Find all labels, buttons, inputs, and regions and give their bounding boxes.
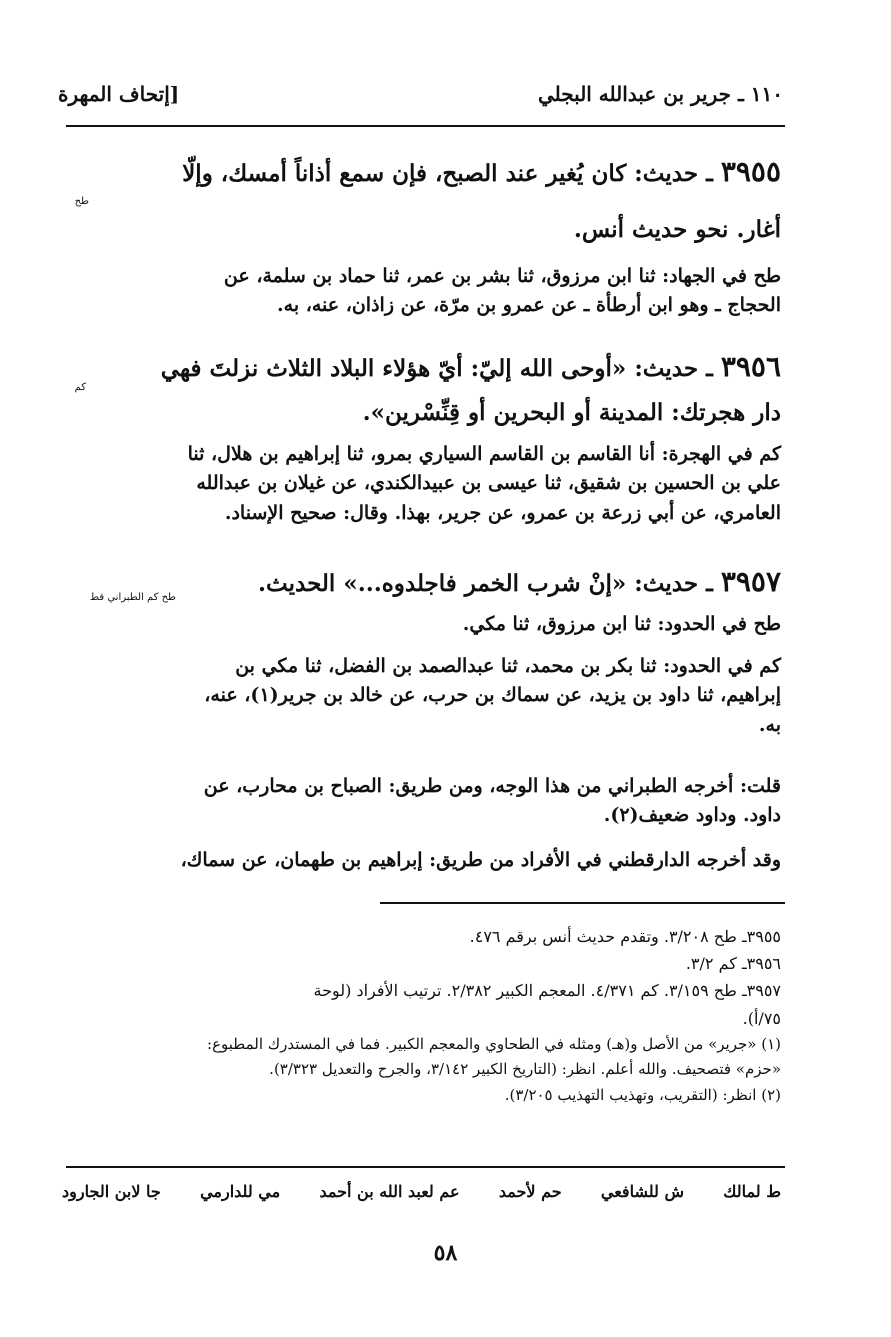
page-number: ٥٨ [433,1240,458,1266]
hadith-title-line: ـ حديث: «إنْ شرب الخمر فاجلدوه...» الحديث. [258,570,713,597]
hadith-number: ٣٩٥٧ [720,565,781,598]
hadith-title-line: ـ حديث: «أوحى الله إليّ: أيّ هؤلاء البلاد الثلاث نزلتَ فهي [160,355,713,382]
running-head-book: [إتحاف المهرة [58,82,180,106]
hadith-entry-3955 [61,150,781,193]
footnotes [81,923,781,1108]
running-head-chapter: ١١٠ ـ جرير بن عبدالله البجلي [537,82,783,106]
hadith-title-line-2: أغار. نحو حديث أنس. [573,216,781,243]
footnote-line: ٧٥/أ). [742,1008,781,1028]
text-line: كم في الحدود: ثنا بكر بن محمد، ثنا عبدالصمد بن الفضل، ثنا مكي بن [235,655,781,677]
isnad-paragraph [61,440,781,528]
text-line: علي بن الحسين بن شقيق، ثنا عيسى بن عبيدالكندي، عن غيلان بن عبدالله [196,472,781,495]
source-siglum: طح [74,196,89,207]
hadith-number: ٣٩٥٥ [720,155,781,188]
text-line: قلت: أخرجه الطبراني من هذا الوجه، ومن طريق: الصباح بن محارب، عن [203,775,781,797]
text-line: الحجاج ـ وهو ابن أرطأة ـ عن عمرو بن مرّة، عن زاذان، عنه، به. [277,294,781,317]
source-siglum: طح كم الطبراني قط [89,592,176,603]
isnad-paragraph [61,652,781,740]
isnad-paragraph [61,262,781,321]
footnote-line: ٣٩٥٦ـ كم ٣/٢. [685,954,781,974]
text-line: طح في الحدود: ثنا ابن مرزوق، ثنا مكي. [462,613,781,635]
sigla-item: جا لابن الجارود [62,1182,161,1201]
footnote-line: ٣٩٥٧ـ طح ٣/١٥٩. كم ٤/٣٧١. المعجم الكبير ٢/٣٨٢. ترتيب الأفراد (لوحة [313,981,781,1001]
text-line: داود. وداود ضعيف(٢). [603,804,781,827]
footnote-line: «حزم» فتصحيف. والله أعلم. انظر: (التاريخ الكبير ٣/١٤٢، والجرح والتعديل ٣/٣٢٣). [269,1060,781,1079]
text-line: طح في الجهاد: ثنا ابن مرزوق، ثنا بشر بن عمر، ثنا حماد بن سلمة، عن [223,265,781,287]
hadith-entry-3956 [61,345,781,388]
sigla-item: مي للدارمي [200,1182,281,1201]
text-line: إبراهيم، ثنا داود بن يزيد، عن سماك بن حرب، عن خالد بن جرير(١)، عنه، [204,684,781,707]
hadith-number: ٣٩٥٦ [720,350,781,383]
sigla-item: ط لمالك [723,1182,781,1201]
sigla-item: ش للشافعي [600,1182,684,1201]
header-rule [66,125,785,127]
text-line: به. [758,713,781,736]
text-line: العامري، عن أبي زرعة بن عمرو، عن جرير، بهذا. وقال: صحيح الإسناد. [224,501,781,524]
isnad-paragraph [61,610,781,639]
hadith-title-line: ـ حديث: كان يُغير عند الصبح، فإن سمع أذاناً أمسك، وإلّا [182,160,713,187]
text-line: وقد أخرجه الدارقطني في الأفراد من طريق: إبراهيم بن طهمان، عن سماك، [180,849,781,871]
sigla-item: حم لأحمد [498,1182,562,1201]
footnote-line: (١) «جرير» من الأصل و(هـ) ومثله في الطحاوي والمعجم الكبير. فما في المستدرك المطبوع: [207,1034,781,1053]
bottom-rule [66,1166,785,1168]
comment-paragraph [61,846,781,875]
text-line: كم في الهجرة: أنا القاسم بن القاسم السياري بمرو، ثنا إبراهيم بن هلال، ثنا [187,443,781,465]
comment-paragraph [61,772,781,831]
footnote-line: ٣٩٥٥ـ طح ٣/٢٠٨. وتقدم حديث أنس برقم ٤٧٦. [469,927,781,946]
sigla-item: عم لعبد الله بن أحمد [319,1182,460,1201]
footnote-line: (٢) انظر: (التقريب، وتهذيب التهذيب ٣/٢٠٥). [504,1085,781,1104]
footnote-separator [380,902,785,904]
hadith-title-line-2: دار هجرتك: المدينة أو البحرين أو قِنِّسْرين». [362,399,781,426]
sigla-legend [62,1182,781,1201]
source-siglum: كم [74,382,86,393]
